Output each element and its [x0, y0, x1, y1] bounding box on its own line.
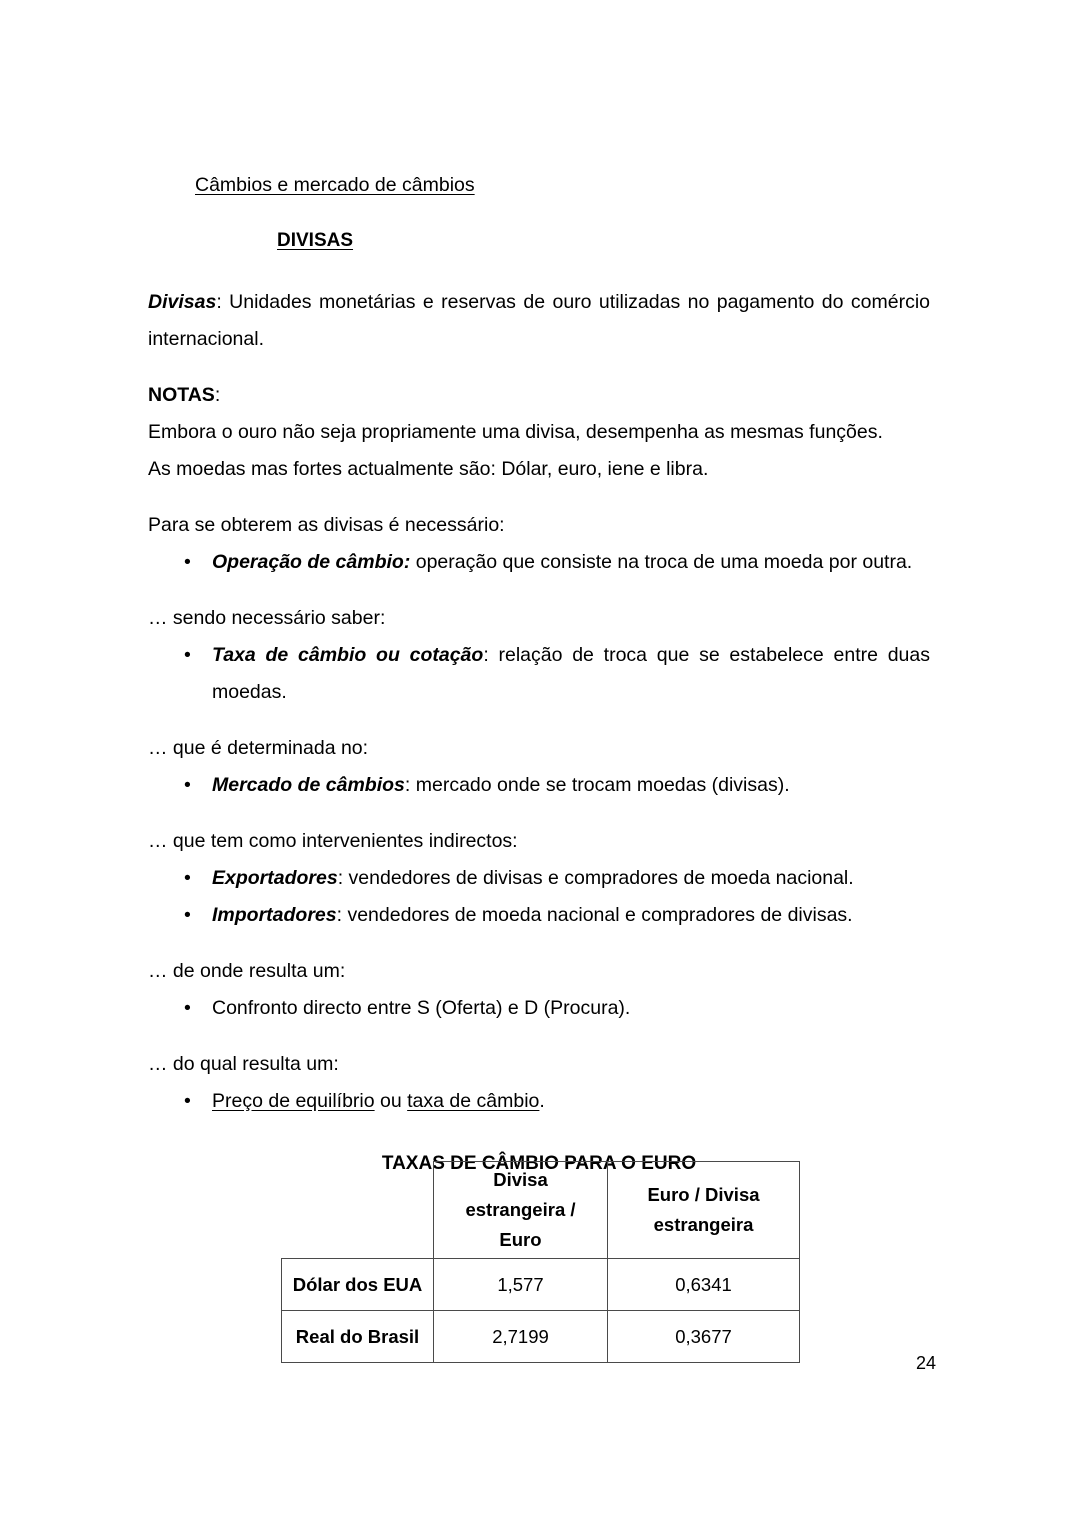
definition-term: Divisas [148, 291, 217, 313]
page-number: 24 [915, 1353, 936, 1373]
list-item [148, 637, 930, 711]
notes-label-line [148, 377, 930, 414]
list-item [148, 767, 930, 804]
section-heading-divisas: DIVISAS [277, 230, 354, 251]
section-lead-3: … que é determinada no: [148, 737, 369, 759]
bullet-list-2 [148, 637, 930, 711]
conjunction-ou: ou [374, 1090, 408, 1112]
list-item [148, 860, 930, 897]
notes-label: NOTAS [148, 384, 215, 406]
notes-line-2: As moedas mas fortes actualmente são: Dólar, euro, iene e libra. [148, 458, 709, 480]
section-lead-5: … de onde resulta um: [148, 960, 346, 982]
list-item-text: : vendedores de moeda nacional e compradores de divisas. [336, 904, 853, 926]
bullet-icon: • [184, 904, 191, 926]
list-item-term: Exportadores [212, 867, 338, 889]
cell-real-euro-per-foreign: 0,3677 [608, 1311, 800, 1363]
rates-table-title: TAXAS DE CÂMBIO PARA O EURO [381, 1153, 697, 1174]
list-item-text: Confronto directo entre S (Oferta) e D (Procura). [212, 997, 631, 1019]
section-lead-2: … sendo necessário saber: [148, 607, 386, 629]
column-header-euro-per-foreign: Euro / Divisa estrangeira [608, 1162, 800, 1259]
spacer [148, 581, 930, 600]
bullet-icon: • [184, 644, 191, 666]
notes-label-suffix: : [214, 384, 221, 406]
list-item [148, 990, 930, 1027]
row-label-dolar-eua: Dólar dos EUA [282, 1259, 434, 1311]
list-item-term: Importadores [212, 904, 337, 926]
spacer [148, 358, 930, 377]
bullet-icon: • [184, 997, 191, 1019]
spacer [148, 1027, 930, 1046]
spacer [148, 488, 930, 507]
list-item [148, 1083, 930, 1120]
table-header-row [282, 1162, 800, 1259]
list-item-text: : mercado onde se trocam moedas (divisas). [404, 774, 790, 796]
page-title: Câmbios e mercado de câmbios [195, 174, 475, 196]
cell-dolar-foreign-per-euro: 1,577 [434, 1259, 608, 1311]
bullet-list-1 [148, 544, 930, 581]
trailing-period: . [539, 1090, 545, 1112]
bullet-icon: • [184, 867, 191, 889]
link-preco-equilibrio: Preço de equilíbrio [212, 1090, 375, 1112]
section-lead-6: … do qual resulta um: [148, 1053, 339, 1075]
bullet-list-4 [148, 860, 930, 934]
list-item-text: : vendedores de divisas e compradores de moeda nacional. [337, 867, 854, 889]
link-taxa-cambio: taxa de câmbio [407, 1090, 540, 1112]
list-item [148, 897, 930, 934]
table-corner-cell [282, 1162, 434, 1259]
definition-paragraph [148, 284, 930, 358]
definition-separator: : [216, 291, 230, 313]
spacer [148, 934, 930, 953]
section-lead-1: Para se obterem as divisas é necessário: [148, 514, 505, 536]
list-item-term: Operação de câmbio: [212, 551, 411, 573]
exchange-rates-table [281, 1161, 800, 1363]
list-item-term: Mercado de câmbios [212, 774, 405, 796]
bullet-list-6 [148, 1083, 930, 1120]
list-item [148, 544, 930, 581]
list-item-text: : relação de troca que se estabelece entre duas moedas. [212, 644, 930, 703]
section-lead-4: … que tem como intervenientes indirectos: [148, 830, 518, 852]
column-header-foreign-per-euro: Divisa estrangeira / Euro [434, 1162, 608, 1259]
list-item-text: operação que consiste na troca de uma moeda por outra. [410, 551, 913, 573]
bullet-list-3 [148, 767, 930, 804]
definition-text: Unidades monetárias e reservas de ouro utilizadas no pagamento do comércio internacional. [148, 291, 930, 350]
list-item-term: Taxa de câmbio ou cotação [212, 644, 484, 666]
notes-line-1: Embora o ouro não seja propriamente uma divisa, desempenha as mesmas funções. [148, 421, 883, 443]
cell-real-foreign-per-euro: 2,7199 [434, 1311, 608, 1363]
cell-dolar-euro-per-foreign: 0,6341 [608, 1259, 800, 1311]
spacer [148, 711, 930, 730]
document-title-row [148, 170, 930, 204]
row-label-real-brasil: Real do Brasil [282, 1311, 434, 1363]
bullet-icon: • [184, 1090, 191, 1112]
table-row [282, 1259, 800, 1311]
bullet-icon: • [184, 774, 191, 796]
bullet-list-5 [148, 990, 930, 1027]
section-heading-row [148, 204, 930, 284]
document-body [148, 170, 930, 1178]
bullet-icon: • [184, 551, 191, 573]
spacer [148, 804, 930, 823]
rates-table-wrapper [281, 1161, 799, 1363]
